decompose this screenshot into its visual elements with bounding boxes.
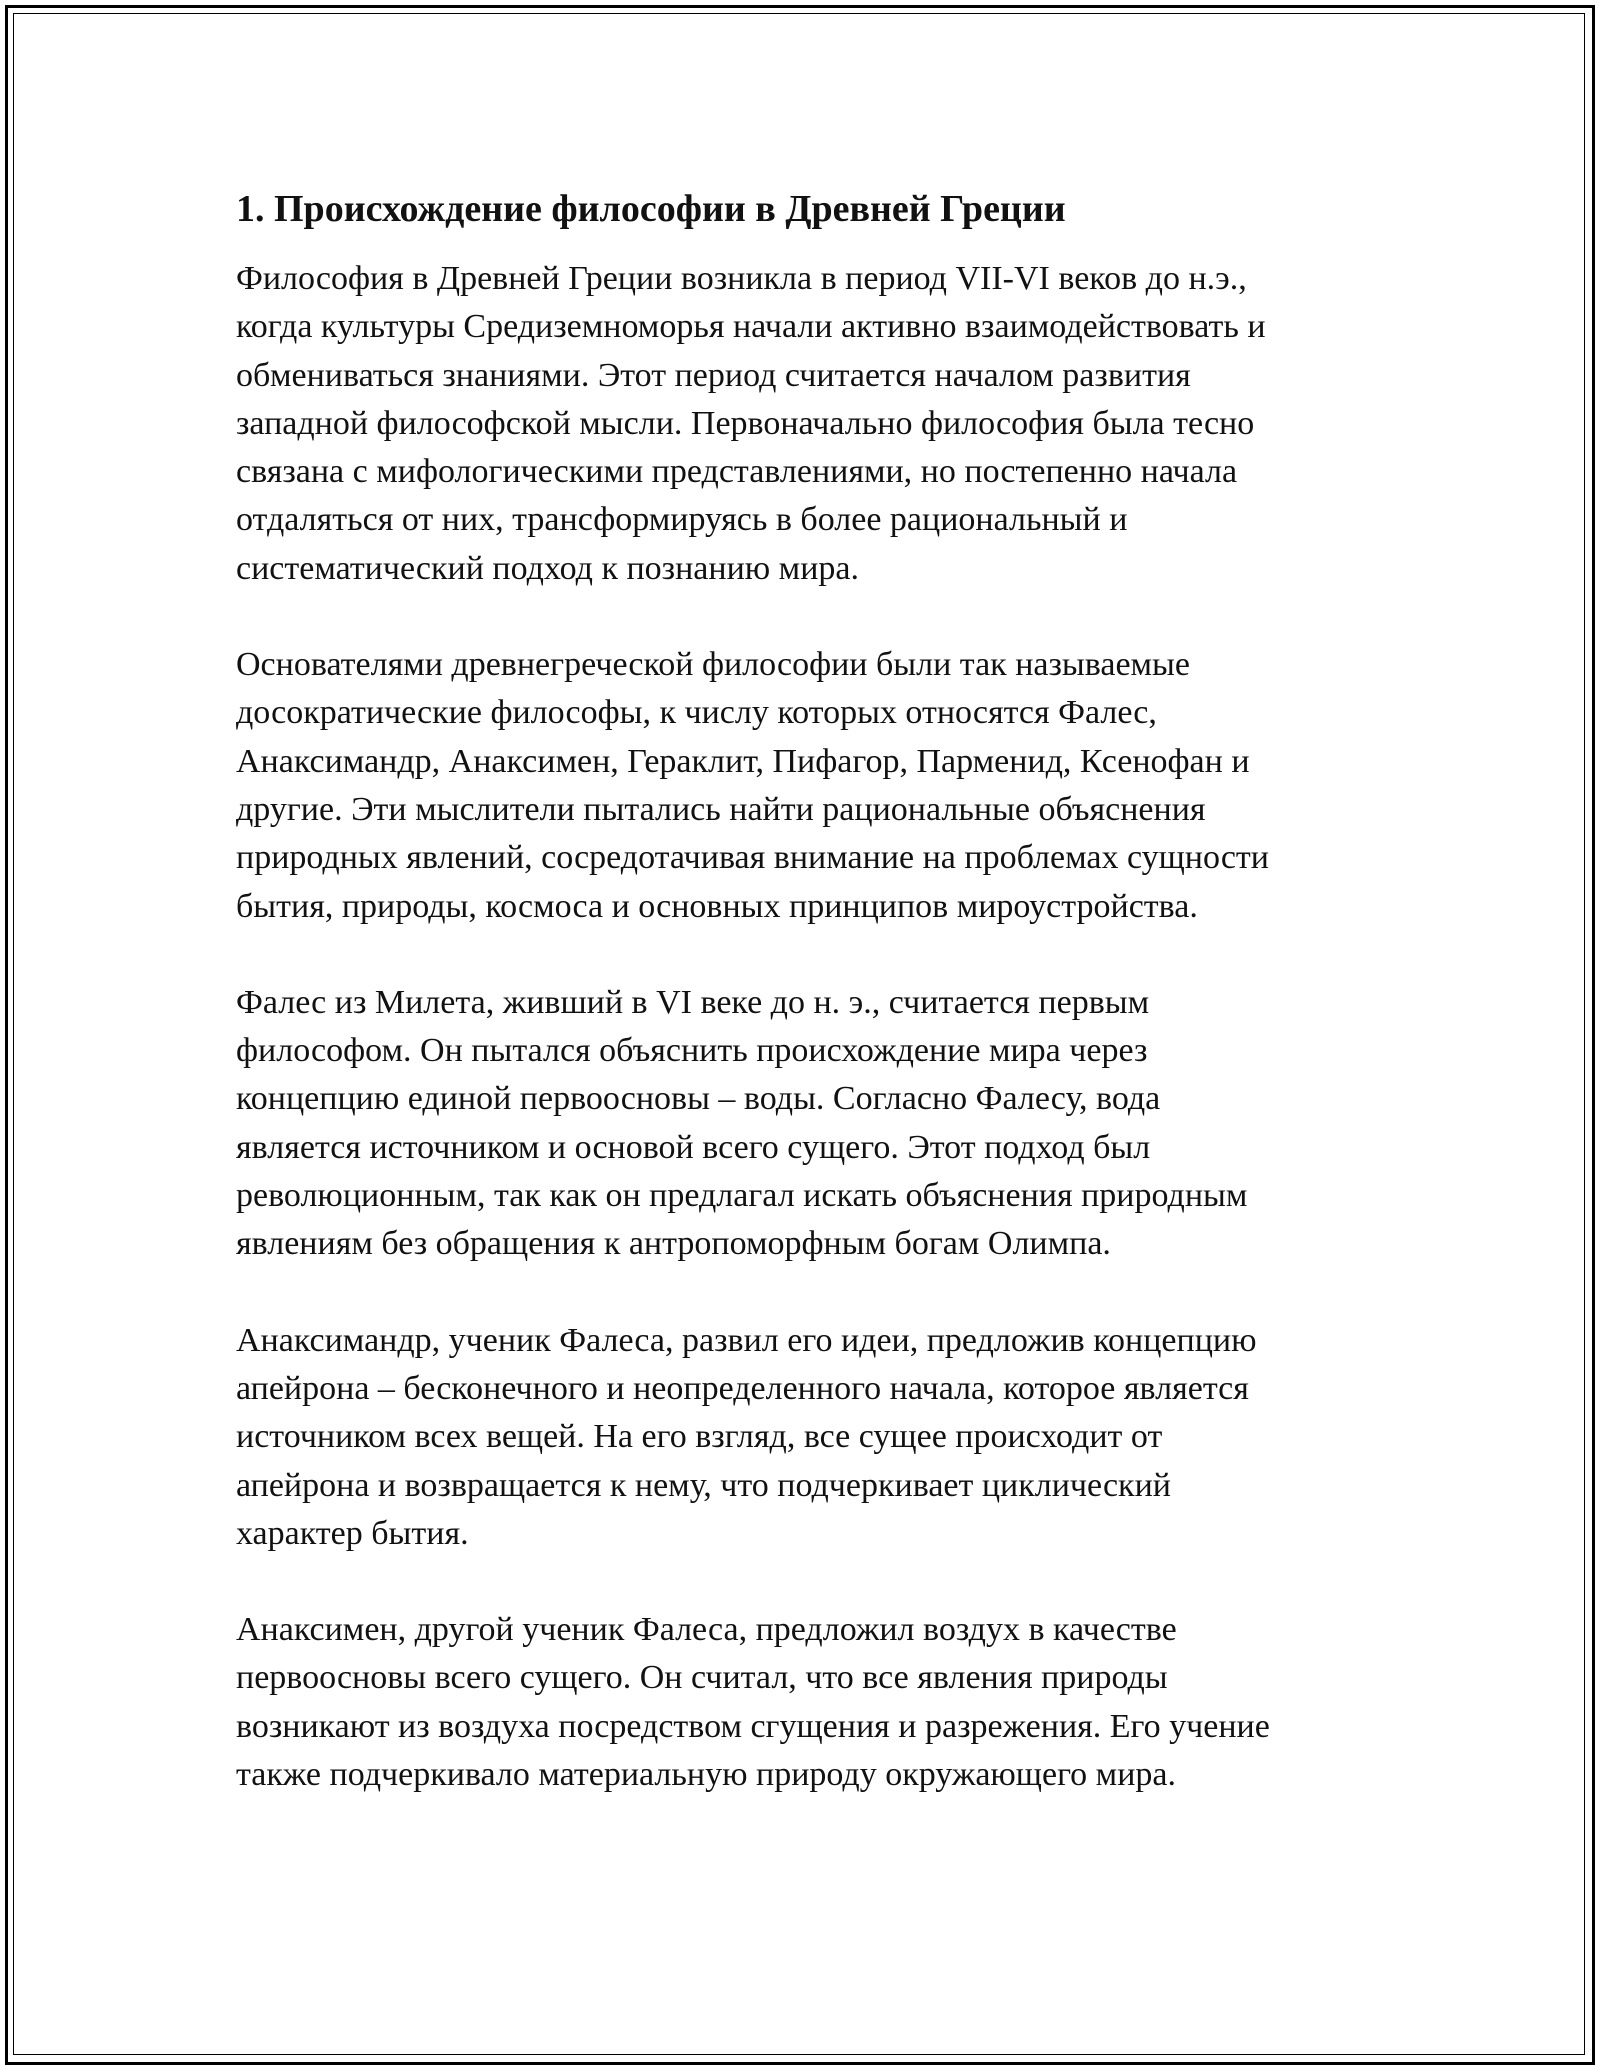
paragraph-line: природных явлений, сосредотачивая внимание на проблемах сущности — [236, 839, 1269, 877]
document-body — [236, 185, 1396, 1847]
section-heading: 1. Происхождение философии в Древней Греции — [236, 188, 1066, 230]
paragraph-line: Анаксимандр, Анаксимен, Гераклит, Пифагор, Парменид, Ксенофан и — [236, 742, 1250, 780]
paragraph-anaximander — [236, 1317, 1396, 1558]
paragraph-line: характер бытия. — [236, 1514, 469, 1552]
paragraph-line: также подчеркивало материальную природу окружающего мира. — [236, 1756, 1176, 1794]
paragraph-line: Анаксимандр, ученик Фалеса, развил его идеи, предложив концепцию — [236, 1321, 1257, 1359]
paragraph-line: бытия, природы, космоса и основных принципов мироустройства. — [236, 887, 1198, 925]
paragraph-line: революционным, так как он предлагал искать объяснения природным — [236, 1177, 1248, 1215]
paragraph-thales — [236, 979, 1396, 1269]
paragraph-anaximenes — [236, 1606, 1396, 1799]
paragraph-line: первоосновы всего сущего. Он считал, что все явления природы — [236, 1659, 1168, 1697]
paragraph-line: Философия в Древней Греции возникла в период VII-VI веков до н.э., — [236, 260, 1247, 297]
paragraph-line: обмениваться знаниями. Этот период считается началом развития — [236, 356, 1191, 394]
paragraph-line: когда культуры Средиземноморья начали активно взаимодействовать и — [236, 308, 1266, 346]
paragraph-line: Основателями древнегреческой философии были так называемые — [236, 646, 1190, 684]
paragraph-line: источником всех вещей. На его взгляд, все сущее происходит от — [236, 1418, 1163, 1456]
paragraph-line: другие. Эти мыслители пытались найти рациональные объяснения — [236, 790, 1206, 828]
paragraph-presocratics — [236, 641, 1396, 931]
paragraph-line: концепцию единой первоосновы – воды. Согласно Фалесу, вода — [236, 1080, 1161, 1118]
paragraph-line: апейрона – бесконечного и неопределенного начала, которое является — [236, 1369, 1249, 1407]
paragraph-line: Фалес из Милета, живший в VI веке до н. э., считается первым — [236, 983, 1150, 1021]
paragraph-line: отдаляться от них, трансформируясь в более рациональный и — [236, 501, 1128, 539]
paragraph-line: является источником и основой всего сущего. Этот подход был — [236, 1128, 1151, 1166]
paragraph-line: явлениям без обращения к антропоморфным богам Олимпа. — [236, 1225, 1111, 1263]
paragraph-line: связана с мифологическими представлениями, но постепенно начала — [236, 453, 1238, 491]
paragraph-line: возникают из воздуха посредством сгущения и разрежения. Его учение — [236, 1707, 1270, 1745]
paragraph-line: апейрона и возвращается к нему, что подчеркивает циклический — [236, 1466, 1171, 1504]
paragraph-line: систематический подход к познанию мира. — [236, 549, 859, 587]
paragraph-line: досократические философы, к числу которых относятся Фалес, — [236, 694, 1157, 732]
paragraph-line: Анаксимен, другой ученик Фалеса, предложил воздух в качестве — [236, 1611, 1177, 1649]
paragraph-line: философом. Он пытался объяснить происхождение мира через — [236, 1032, 1148, 1070]
paragraph-origin — [236, 255, 1396, 593]
paragraph-line: западной философской мысли. Первоначально философия была тесно — [236, 404, 1255, 442]
